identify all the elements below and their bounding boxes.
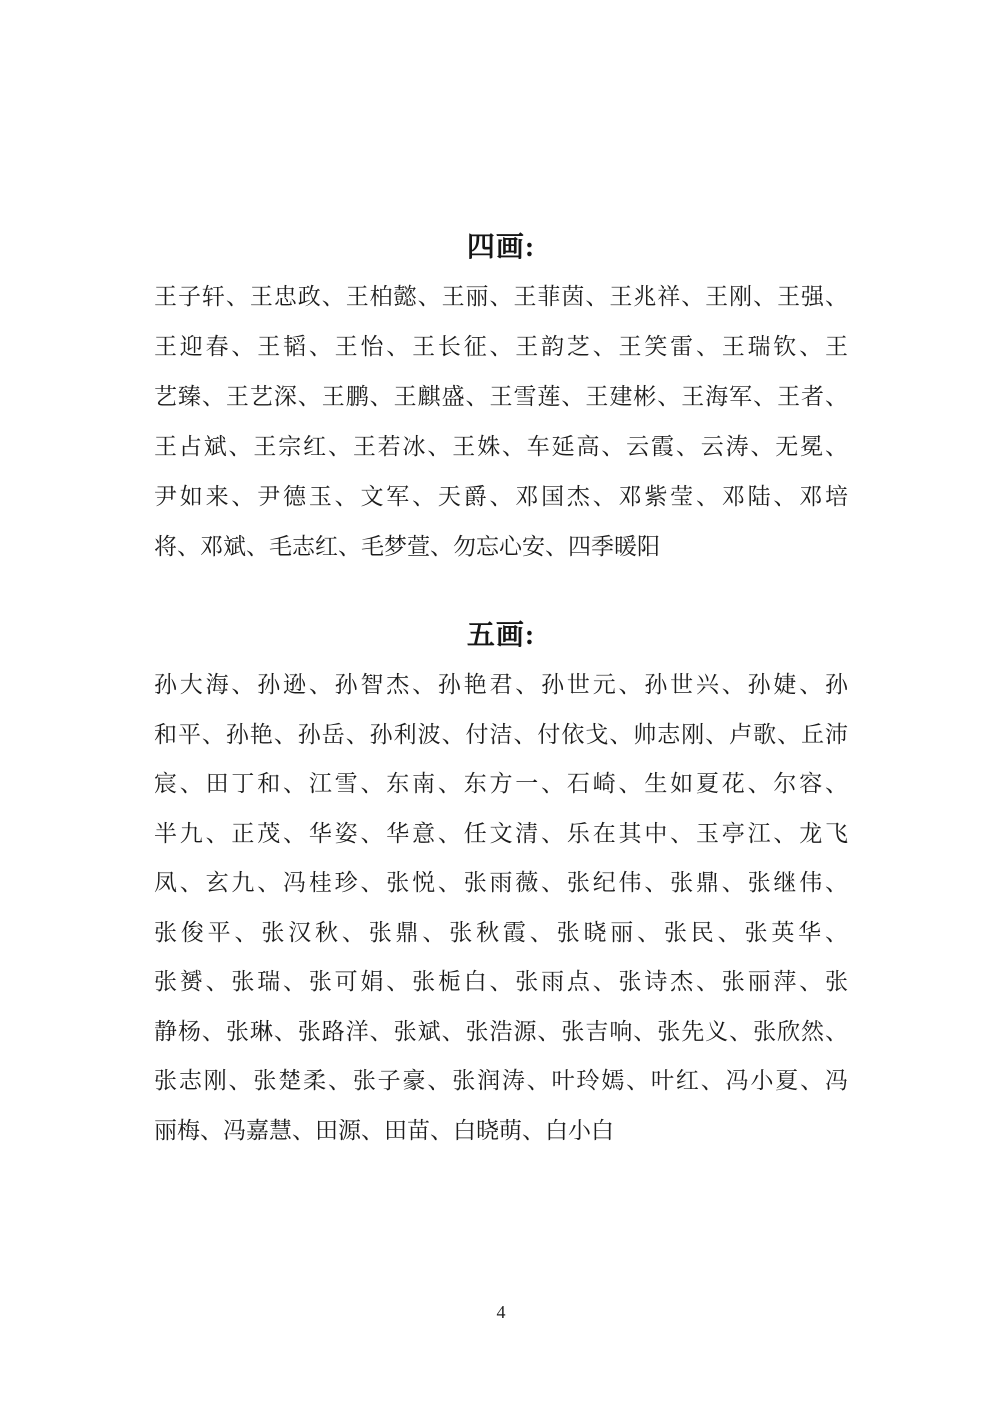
name-list-line: 将、邓斌、毛志红、毛梦萱、勿忘心安、四季暖阳 [154, 534, 660, 559]
page-number: 4 [496, 1302, 506, 1322]
section-heading-five-strokes: 五画: [466, 620, 536, 651]
name-list-line: 凤、玄九、冯桂珍、张悦、张雨薇、张纪伟、张鼎、张继伟、 [154, 870, 848, 895]
name-list-line: 张赟、张瑞、张可娟、张栀白、张雨点、张诗杰、张丽萍、张 [154, 969, 848, 994]
name-list-line: 丽梅、冯嘉慧、田源、田苗、白晓萌、白小白 [154, 1117, 614, 1143]
name-list-line: 宸、田丁和、江雪、东南、东方一、石崎、生如夏花、尔容、 [154, 771, 848, 796]
name-list-five-strokes [154, 660, 848, 1155]
name-list-line: 艺臻、王艺深、王鹏、王麒盛、王雪莲、王建彬、王海军、王者、 [154, 384, 848, 409]
name-list-line: 王子轩、王忠政、王柏懿、王丽、王菲茵、王兆祥、王刚、王强、 [154, 284, 848, 309]
name-list-line: 和平、孙艳、孙岳、孙利波、付洁、付依戈、帅志刚、卢歌、丘沛 [154, 721, 848, 747]
name-list-four-strokes [154, 272, 848, 572]
name-list-line: 孙大海、孙逊、孙智杰、孙艳君、孙世元、孙世兴、孙婕、孙 [154, 672, 848, 697]
name-list-line: 张志刚、张楚柔、张子豪、张润涛、叶玲嫣、叶红、冯小夏、冯 [154, 1068, 848, 1093]
name-list-line: 王迎春、王韬、王怡、王长征、王韵芝、王笑雷、王瑞钦、王 [154, 334, 848, 359]
name-list-line: 静杨、张琳、张路洋、张斌、张浩源、张吉响、张先义、张欣然、 [154, 1018, 848, 1044]
name-list-line: 王占斌、王宗红、王若冰、王姝、车延高、云霞、云涛、无冕、 [154, 434, 848, 459]
name-list-line: 半九、正茂、华姿、华意、任文清、乐在其中、玉亭江、龙飞 [154, 820, 848, 846]
name-list-line: 张俊平、张汉秋、张鼎、张秋霞、张晓丽、张民、张英华、 [154, 919, 848, 945]
section-heading-four-strokes: 四画: [466, 232, 536, 263]
name-list-line: 尹如来、尹德玉、文军、天爵、邓国杰、邓紫莹、邓陆、邓培 [154, 484, 848, 509]
